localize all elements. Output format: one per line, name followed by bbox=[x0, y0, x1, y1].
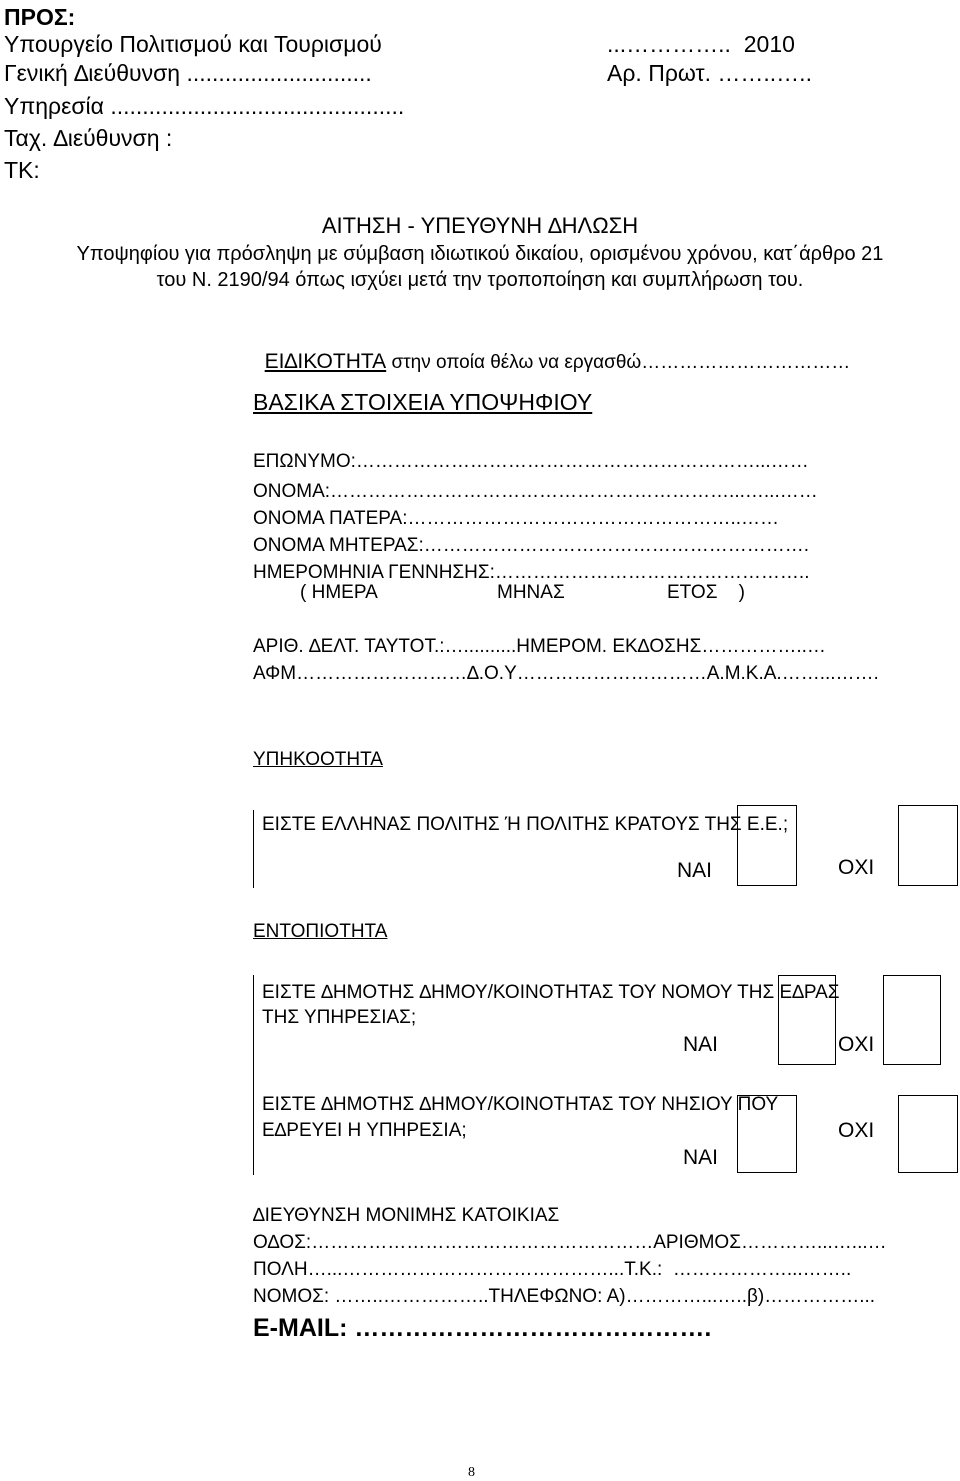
id-card-field[interactable]: ΑΡΙΘ. ∆ΕΛΤ. ΤΑΥΤΟΤ.:…..........ΗΜΕΡΟΜ. ΕΚ∆ΟΣΗΣ……………..… bbox=[253, 636, 826, 657]
email-field[interactable]: E-MAIL: ……………………………………. bbox=[253, 1314, 712, 1342]
citizenship-no-checkbox[interactable] bbox=[898, 805, 958, 886]
citizenship-left-rule bbox=[253, 810, 254, 888]
locality-q2-no-checkbox[interactable] bbox=[898, 1095, 958, 1173]
tax-number-field[interactable]: ΑΦΜ………………………∆.Ο.Υ…………………………Α.Μ.Κ.Α.……...……. bbox=[253, 663, 879, 684]
page-number: 8 bbox=[468, 1465, 475, 1480]
prefecture-phone-field[interactable]: ΝΟΜΟΣ: ……..……………..ΤΗΛΕΦΩΝΟ: Α)…………...…..β)……………... bbox=[253, 1286, 876, 1307]
specialty-line[interactable] bbox=[253, 330, 850, 372]
specialty-label: ΕΙ∆ΙΚΟΤΗΤΑ bbox=[264, 350, 387, 373]
postal-address-field[interactable]: Ταχ. ∆ιεύθυνση : bbox=[4, 125, 173, 151]
locality-q2-line2: Ε∆ΡΕΥΕΙ Η ΥΠΗΡΕΣΙΑ; bbox=[262, 1120, 467, 1141]
birthdate-field[interactable]: ΗΜΕΡΟΜΗΝΙΑ ΓΕΝΝΗΣΗΣ:………………………………………….. bbox=[253, 562, 810, 583]
street-field[interactable]: Ο∆ΟΣ:………………………………………………ΑΡΙΘΜΟΣ…………...…...… bbox=[253, 1232, 887, 1253]
document-title: ΑΙΤΗΣΗ - ΥΠΕΥΘΥΝΗ ∆ΗΛΩΣΗ bbox=[321, 213, 639, 238]
directorate-field[interactable]: Γενική ∆ιεύθυνση ............................. bbox=[4, 60, 372, 86]
citizenship-yes-label: ΝΑΙ bbox=[677, 859, 713, 882]
birthdate-day-label: ( ΗΜΕΡΑ bbox=[300, 582, 378, 603]
locality-q2-no-label: ΟΧΙ bbox=[838, 1119, 875, 1142]
locality-q1-yes-label: ΝΑΙ bbox=[683, 1033, 719, 1056]
postal-code-field[interactable]: ΤΚ: bbox=[4, 157, 40, 183]
birthdate-month-label: ΜΗΝΑΣ bbox=[497, 582, 565, 603]
residence-heading: ∆ΙΕΥΘΥΝΣΗ ΜΟΝΙΜΗΣ ΚΑΤΟΙΚΙΑΣ bbox=[253, 1205, 560, 1226]
to-label: ΠΡΟΣ: bbox=[4, 4, 76, 30]
surname-field[interactable]: ΕΠΩΝΥΜΟ:………………………………………………………...…… bbox=[253, 451, 809, 472]
locality-q1-no-label: ΟΧΙ bbox=[838, 1033, 875, 1056]
citizenship-no-label: ΟΧΙ bbox=[838, 856, 875, 879]
locality-q1-no-checkbox[interactable] bbox=[883, 975, 941, 1065]
document-subtitle-line1: Υποψηφίου για πρόσληψη με σύμβαση ιδιωτικού δικαίου, ορισμένου χρόνου, κατ΄άρθρο 21 bbox=[76, 243, 884, 265]
city-field[interactable]: ΠΟΛΗ…...……………………………………...Τ.Κ.: ………………...…….. bbox=[253, 1259, 852, 1280]
basic-data-heading: ΒΑΣΙΚΑ ΣΤΟΙΧΕΙΑ ΥΠΟΨΗΦΙΟΥ bbox=[253, 389, 593, 415]
locality-q1-line1: ΕΙΣΤΕ ∆ΗΜΟΤΗΣ ∆ΗΜΟΥ/ΚΟΙΝΟΤΗΤΑΣ ΤΟΥ ΝΟΜΟΥ ΤΗΣ Ε∆ΡΑΣ bbox=[262, 982, 840, 1003]
name-field[interactable]: ΟΝΟΜΑ:………………………………………………………...…...…… bbox=[253, 481, 818, 502]
locality-q2-yes-label: ΝΑΙ bbox=[683, 1146, 719, 1169]
mother-name-field[interactable]: ΟΝΟΜΑ ΜΗΤΕΡΑΣ:……………………………………………………. bbox=[253, 535, 810, 556]
citizenship-yes-checkbox[interactable] bbox=[737, 805, 797, 886]
date-field[interactable]: ...………….. 2010 bbox=[607, 31, 795, 57]
service-field[interactable]: Υπηρεσία .............................................. bbox=[4, 93, 405, 119]
specialty-text[interactable]: στην οποία θέλω να εργασθώ…………………………… bbox=[386, 352, 851, 373]
birthdate-year-label: ΕΤΟΣ ) bbox=[667, 582, 745, 603]
father-name-field[interactable]: ΟΝΟΜΑ ΠΑΤΕΡΑ:……………………………………………..…… bbox=[253, 508, 780, 529]
locality-q1-yes-checkbox[interactable] bbox=[778, 975, 836, 1065]
locality-heading: ΕΝΤΟΠΙΟΤΗΤΑ bbox=[253, 921, 388, 942]
document-subtitle-line2: του Ν. 2190/94 όπως ισχύει μετά την τροποποίηση και συμπλήρωση του. bbox=[156, 269, 804, 291]
locality-q2-yes-checkbox[interactable] bbox=[737, 1095, 797, 1173]
citizenship-heading: ΥΠΗΚΟΟΤΗΤΑ bbox=[253, 749, 383, 770]
locality-q1-line2: ΤΗΣ ΥΠΗΡΕΣΙΑΣ; bbox=[262, 1007, 417, 1028]
locality-left-rule bbox=[253, 975, 254, 1175]
citizenship-question: ΕΙΣΤΕ ΕΛΛΗΝΑΣ ΠΟΛΙΤΗΣ Ή ΠΟΛΙΤΗΣ ΚΡΑΤΟΥΣ ΤΗΣ Ε.Ε.; bbox=[262, 814, 789, 835]
locality-q2-line1: ΕΙΣΤΕ ∆ΗΜΟΤΗΣ ∆ΗΜΟΥ/ΚΟΙΝΟΤΗΤΑΣ ΤΟΥ ΝΗΣΙΟΥ ΠΟΥ bbox=[262, 1094, 779, 1115]
ministry-name: Υπουργείο Πολιτισμού και Τουρισμού bbox=[4, 31, 382, 57]
protocol-number-field[interactable]: Αρ. Πρωτ. ……..….. bbox=[607, 60, 812, 86]
